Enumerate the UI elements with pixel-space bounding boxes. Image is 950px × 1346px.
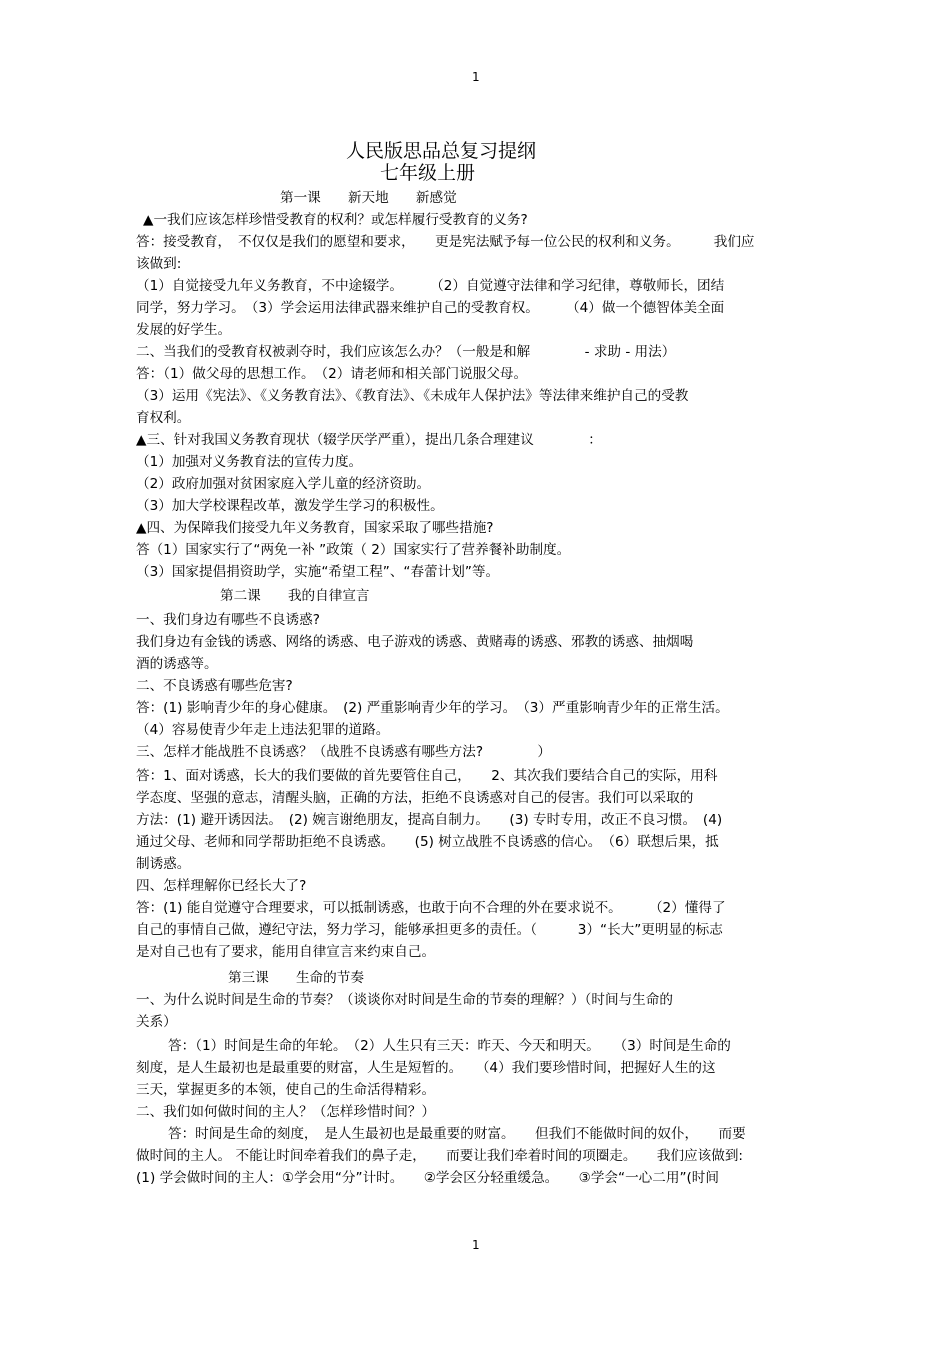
text-line: 一、为什么说时间是生命的节奏？（谈谈你对时间是生命的节奏的理解？）（时间与生命的 — [136, 992, 673, 1008]
text-line: 方法：(1) 避开诱因法。 (2) 婉言谢绝朋友，提高自制力。 (3) 专时专用，改正不良习惯。 (4) — [136, 812, 723, 828]
text-line: 学态度、坚强的意志，清醒头脑，正确的方法，拒绝不良诱惑对自己的侵害。我们可以采取的 — [136, 790, 694, 806]
text-line: 第三课 生命的节奏 — [228, 970, 364, 986]
text-line: （1）自觉接受九年义务教育，不中途辍学。 （2）自觉遵守法律和学习纪律，尊敬师长，团结 — [136, 278, 725, 294]
text-line: 第一课 新天地 新感觉 — [280, 190, 457, 206]
text-line: （3）运用《宪法》、《义务教育法》、《教育法》、《未成年人保护法》等法律来维护自己的受教 — [136, 388, 689, 404]
document-subtitle: 七年级上册 — [380, 162, 476, 184]
text-line: 答：接受教育， 不仅仅是我们的愿望和要求， 更是宪法赋予每一位公民的权利和义务。 我们应 — [136, 234, 755, 250]
text-line: 二、我们如何做时间的主人？（怎样珍惜时间？） — [136, 1104, 436, 1120]
text-line: 三天，掌握更多的本领，使自己的生命活得精彩。 — [136, 1082, 436, 1098]
text-line: 发展的好学生。 — [136, 322, 232, 338]
document-title: 人民版思品总复习提纲 — [346, 140, 537, 162]
text-line: 四、怎样理解你已经长大了? — [136, 878, 307, 894]
text-line: 二、不良诱惑有哪些危害? — [136, 678, 293, 694]
text-line: 答：（1）时间是生命的年轮。 （2）人生只有三天：昨天、今天和明天。 （3）时间是生命的 — [168, 1038, 731, 1054]
text-line: 二、当我们的受教育权被剥夺时，我们应该怎么办？（一般是和解 - 求助 - 用法） — [136, 344, 676, 360]
text-line: 答：1、面对诱惑，长大的我们要做的首先要管住自己， 2、其次我们要结合自己的实际，用科 — [136, 768, 718, 784]
text-line: 第二课 我的自律宣言 — [220, 588, 370, 604]
text-line: （4）容易使青少年走上违法犯罪的道路。 — [136, 722, 390, 738]
text-line: 三、怎样才能战胜不良诱惑？（战胜不良诱惑有哪些方法? ） — [136, 744, 552, 760]
text-line: ▲一我们应该怎样珍惜受教育的权利？或怎样履行受教育的义务? — [143, 212, 528, 228]
text-line: 做时间的主人。 不能让时间牵着我们的鼻子走， 而要让我们牵着时间的项圈走。 我们应该做到: — [136, 1148, 744, 1164]
page-number-top: 1 — [472, 70, 480, 84]
text-line: (1) 学会做时间的主人：①学会用“分”计时。 ②学会区分轻重缓急。 ③学会“一心二用”(时间 — [136, 1170, 719, 1186]
text-line: 关系） — [136, 1014, 177, 1030]
text-line: ▲四、为保障我们接受九年义务教育，国家采取了哪些措施? — [136, 520, 494, 536]
text-line: 一、我们身边有哪些不良诱惑? — [136, 612, 320, 628]
text-line: 通过父母、老师和同学帮助拒绝不良诱惑。 (5) 树立战胜不良诱惑的信心。 （6）联想后果，抵 — [136, 834, 719, 850]
text-line: 答：（1）做父母的思想工作。 （2）请老师和相关部门说服父母。 — [136, 366, 528, 382]
text-line: 是对自己也有了要求，能用自律宣言来约束自己。 — [136, 944, 436, 960]
text-line: 我们身边有金钱的诱惑、网络的诱惑、电子游戏的诱惑、黄赌毒的诱惑、邪教的诱惑、抽烟喝 — [136, 634, 694, 650]
text-line: 自己的事情自己做，遵纪守法，努力学习，能够承担更多的责任。（ 3）“长大”更明显的标志 — [136, 922, 723, 938]
text-line: 刻度，是人生最初也是最重要的财富，人生是短暂的。 （4）我们要珍惜时间，把握好人生的这 — [136, 1060, 716, 1076]
text-line: （1）加强对义务教育法的宣传力度。 — [136, 454, 363, 470]
text-line: 答（1）国家实行了“两免一补 ”政策（ 2）国家实行了营养餐补助制度。 — [136, 542, 571, 558]
page-number-bottom: 1 — [472, 1238, 480, 1252]
text-line: 答：(1) 影响青少年的身心健康。 (2) 严重影响青少年的学习。 （3）严重影响青少年的正常生活。 — [136, 700, 729, 716]
text-line: 该做到: — [136, 256, 182, 272]
text-line: （3）国家提倡捐资助学，实施“希望工程”、“春蕾计划”等。 — [136, 564, 500, 580]
text-line: ▲三、针对我国义务教育现状（辍学厌学严重），提出几条合理建议 ： — [136, 432, 602, 448]
text-line: （3）加大学校课程改革，激发学生学习的积极性。 — [136, 498, 444, 514]
text-line: 制诱惑。 — [136, 856, 191, 872]
text-line: 同学，努力学习。 （3）学会运用法律武器来维护自己的受教育权。 （4）做一个德智体美全面 — [136, 300, 725, 316]
text-line: 酒的诱惑等。 — [136, 656, 218, 672]
text-line: 答：时间是生命的刻度， 是人生最初也是最重要的财富。 但我们不能做时间的奴仆， 而要 — [168, 1126, 746, 1142]
text-line: 育权利。 — [136, 410, 191, 426]
text-line: 答：(1) 能自觉遵守合理要求，可以抵制诱惑，也敢于向不合理的外在要求说不。 （2）懂得了 — [136, 900, 726, 916]
text-line: （2）政府加强对贫困家庭入学儿童的经济资助。 — [136, 476, 431, 492]
